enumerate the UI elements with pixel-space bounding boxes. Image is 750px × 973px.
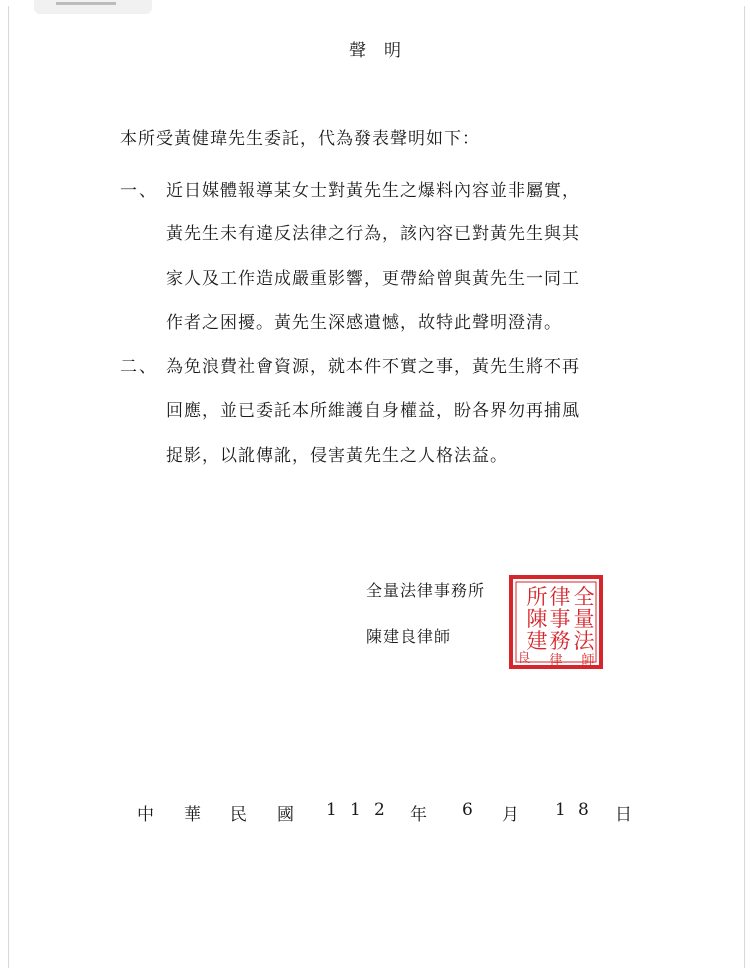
lawyer-name: 陳建良律師 [366, 627, 452, 646]
svg-text:建: 建 [526, 629, 548, 653]
date-era-char: 華 [184, 805, 201, 825]
date-day-unit: 日 [615, 805, 632, 825]
date-month-unit: 月 [502, 805, 519, 825]
item-number: 一、 [120, 181, 158, 201]
toolbar-mark [56, 2, 116, 5]
date-year-unit: 年 [410, 805, 427, 825]
item-line: 近日媒體報導某女士對黃先生之爆料內容並非屬實， [166, 181, 580, 201]
date-day-digit: 1 [555, 800, 566, 820]
item-line: 作者之困擾。黃先生深感遺憾，故特此聲明澄清。 [166, 313, 562, 333]
item-line: 黃先生未有違反法律之行為，該內容已對黃先生與其 [166, 224, 580, 244]
svg-text:量: 量 [573, 607, 595, 631]
item-line: 回應，並已委託本所維護自身權益，盼各界勿再捕風 [166, 401, 580, 421]
item-line: 家人及工作造成嚴重影響，更帶給曾與黃先生一同工 [166, 269, 580, 289]
date-year-digit: 2 [374, 800, 385, 820]
svg-text:法: 法 [573, 629, 595, 653]
law-firm-name: 全量法律事務所 [366, 581, 486, 600]
date-era-char: 國 [277, 805, 294, 825]
date-era-char: 中 [137, 805, 154, 825]
item-line: 捉影，以訛傳訛，侵害黃先生之人格法益。 [166, 446, 508, 466]
date-year-digit: 1 [350, 800, 361, 820]
item-line: 為免浪費社會資源，就本件不實之事，黃先生將不再 [166, 357, 580, 377]
svg-text:所: 所 [526, 585, 548, 609]
date-year-digit: 1 [326, 800, 337, 820]
svg-text:陳: 陳 [526, 607, 548, 631]
date-month: 6 [462, 800, 473, 820]
svg-text:良: 良 [517, 651, 531, 666]
svg-text:師: 師 [581, 653, 595, 668]
official-seal [508, 574, 604, 670]
item-number: 二、 [120, 357, 158, 377]
svg-text:事: 事 [549, 607, 571, 631]
intro-paragraph: 本所受黃健瑋先生委託，代為發表聲明如下： [120, 129, 480, 149]
document-title: 聲明 [349, 41, 419, 61]
date-day-digit: 8 [578, 800, 589, 820]
date-era-char: 民 [230, 805, 247, 825]
svg-text:全: 全 [573, 585, 595, 609]
svg-text:律: 律 [549, 653, 563, 668]
document-page [8, 6, 745, 968]
svg-text:務: 務 [549, 629, 571, 653]
svg-text:律: 律 [549, 585, 571, 609]
